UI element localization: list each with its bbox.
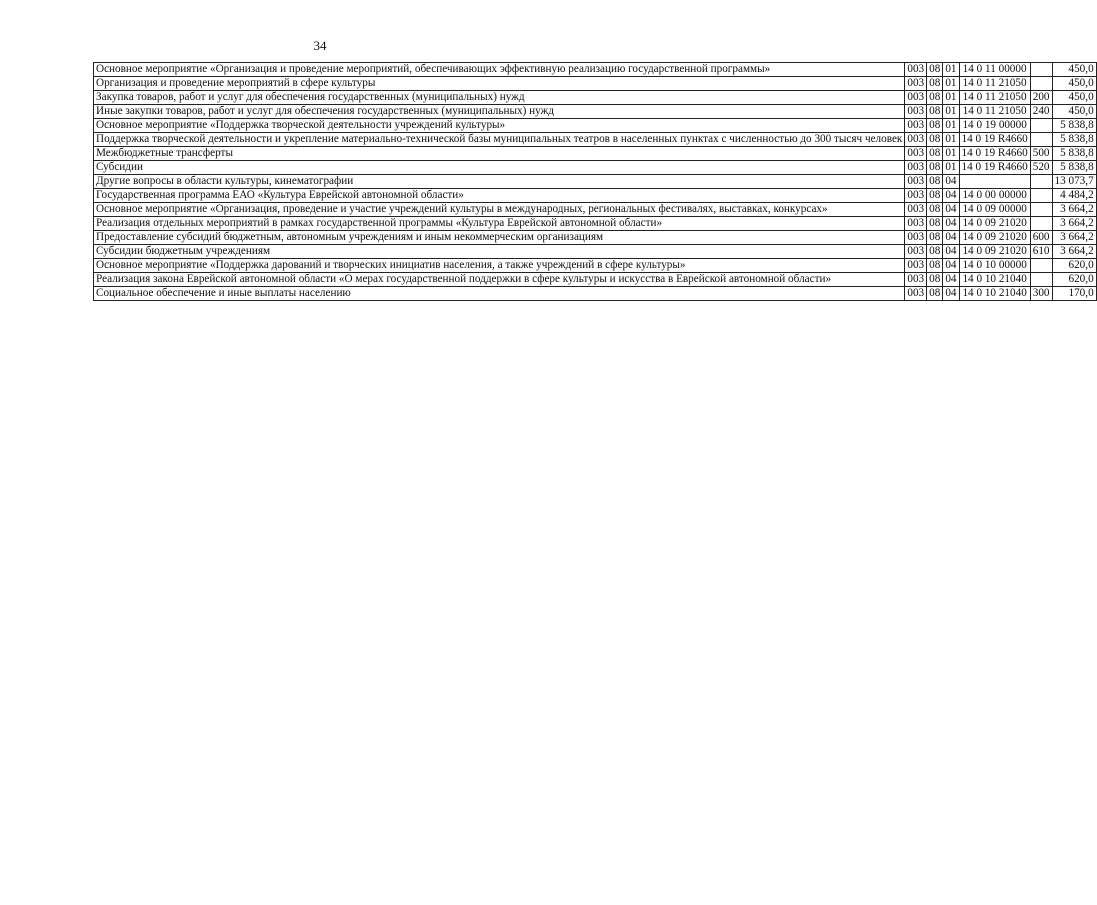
- row-gr-code-cell: 003: [905, 203, 927, 217]
- row-gr-code-cell: 003: [905, 175, 927, 189]
- row-gr-code-cell: 003: [905, 161, 927, 175]
- row-gr-code-cell: 003: [905, 217, 927, 231]
- row-target-article-cell: 14 0 11 21050: [959, 77, 1030, 91]
- row-section-cell: 08: [927, 203, 943, 217]
- row-name-cell: Основное мероприятие «Организация, проведение и участие учреждений культуры в международных, региональных фестивалях, выставках, конкурсах»: [94, 203, 905, 217]
- row-amount-cell: 3 664,2: [1052, 217, 1096, 231]
- row-subsection-cell: 04: [943, 203, 959, 217]
- table-row: [94, 133, 1097, 147]
- row-amount-cell: 450,0: [1052, 91, 1096, 105]
- row-subsection-cell: 04: [943, 273, 959, 287]
- row-name-cell: Реализация отдельных мероприятий в рамках государственной программы «Культура Еврейской автономной области»: [94, 217, 905, 231]
- row-expense-type-cell: [1030, 203, 1052, 217]
- row-section-cell: 08: [927, 245, 943, 259]
- table-row: [94, 203, 1097, 217]
- row-amount-cell: 3 664,2: [1052, 203, 1096, 217]
- row-expense-type-cell: 600: [1030, 231, 1052, 245]
- row-expense-type-cell: 240: [1030, 105, 1052, 119]
- row-section-cell: 08: [927, 91, 943, 105]
- row-gr-code-cell: 003: [905, 273, 927, 287]
- row-section-cell: 08: [927, 119, 943, 133]
- row-subsection-cell: 01: [943, 63, 959, 77]
- row-expense-type-cell: [1030, 189, 1052, 203]
- row-target-article-cell: 14 0 19 R4660: [959, 161, 1030, 175]
- page-number: 34: [313, 38, 327, 53]
- row-name-cell: Основное мероприятие «Поддержка дарований и творческих инициатив населения, а также учреждений в сфере культуры»: [94, 259, 905, 273]
- table-row: [94, 231, 1097, 245]
- table-row: [94, 245, 1097, 259]
- row-name-cell: Социальное обеспечение и иные выплаты населению: [94, 287, 905, 301]
- row-section-cell: 08: [927, 77, 943, 91]
- table-row: [94, 161, 1097, 175]
- row-amount-cell: 450,0: [1052, 77, 1096, 91]
- table-row: [94, 77, 1097, 91]
- row-amount-cell: 5 838,8: [1052, 119, 1096, 133]
- row-section-cell: 08: [927, 273, 943, 287]
- row-expense-type-cell: 610: [1030, 245, 1052, 259]
- row-gr-code-cell: 003: [905, 245, 927, 259]
- row-amount-cell: 5 838,8: [1052, 147, 1096, 161]
- row-subsection-cell: 01: [943, 161, 959, 175]
- row-target-article-cell: 14 0 11 21050: [959, 91, 1030, 105]
- table-row: [94, 259, 1097, 273]
- row-name-cell: Поддержка творческой деятельности и укрепление материально-технической базы муниципальных театров в населенных пунктах с численностью до 300 тысяч человек: [94, 133, 905, 147]
- row-target-article-cell: 14 0 09 21020: [959, 231, 1030, 245]
- row-expense-type-cell: [1030, 273, 1052, 287]
- row-section-cell: 08: [927, 105, 943, 119]
- row-gr-code-cell: 003: [905, 77, 927, 91]
- table-row: [94, 175, 1097, 189]
- row-expense-type-cell: [1030, 63, 1052, 77]
- row-target-article-cell: 14 0 09 00000: [959, 203, 1030, 217]
- row-subsection-cell: 01: [943, 133, 959, 147]
- row-name-cell: Государственная программа ЕАО «Культура Еврейской автономной области»: [94, 189, 905, 203]
- row-name-cell: Иные закупки товаров, работ и услуг для обеспечения государственных (муниципальных) нужд: [94, 105, 905, 119]
- row-subsection-cell: 04: [943, 175, 959, 189]
- row-subsection-cell: 04: [943, 189, 959, 203]
- row-section-cell: 08: [927, 231, 943, 245]
- row-name-cell: Другие вопросы в области культуры, кинематографии: [94, 175, 905, 189]
- row-amount-cell: 170,0: [1052, 287, 1096, 301]
- row-section-cell: 08: [927, 147, 943, 161]
- row-expense-type-cell: [1030, 119, 1052, 133]
- table-row: [94, 273, 1097, 287]
- row-target-article-cell: 14 0 00 00000: [959, 189, 1030, 203]
- row-target-article-cell: 14 0 10 00000: [959, 259, 1030, 273]
- row-target-article-cell: 14 0 19 R4660: [959, 133, 1030, 147]
- row-name-cell: Субсидии: [94, 161, 905, 175]
- row-target-article-cell: 14 0 10 21040: [959, 287, 1030, 301]
- row-subsection-cell: 01: [943, 91, 959, 105]
- row-name-cell: Реализация закона Еврейской автономной области «О мерах государственной поддержки в сфере культуры и искусства в Еврейской автономной области»: [94, 273, 905, 287]
- row-subsection-cell: 04: [943, 231, 959, 245]
- table-row: [94, 217, 1097, 231]
- row-gr-code-cell: 003: [905, 91, 927, 105]
- row-gr-code-cell: 003: [905, 133, 927, 147]
- row-amount-cell: 3 664,2: [1052, 231, 1096, 245]
- row-section-cell: 08: [927, 217, 943, 231]
- budget-table-body: [94, 63, 1097, 301]
- row-subsection-cell: 01: [943, 119, 959, 133]
- row-section-cell: 08: [927, 259, 943, 273]
- row-subsection-cell: 01: [943, 77, 959, 91]
- row-subsection-cell: 04: [943, 259, 959, 273]
- row-gr-code-cell: 003: [905, 63, 927, 77]
- row-expense-type-cell: 520: [1030, 161, 1052, 175]
- budget-table: [93, 62, 1097, 301]
- row-expense-type-cell: [1030, 175, 1052, 189]
- row-name-cell: Основное мероприятие «Поддержка творческой деятельности учреждений культуры»: [94, 119, 905, 133]
- table-row: [94, 105, 1097, 119]
- row-target-article-cell: 14 0 11 00000: [959, 63, 1030, 77]
- row-name-cell: Предоставление субсидий бюджетным, автономным учреждениям и иным некоммерческим организациям: [94, 231, 905, 245]
- row-gr-code-cell: 003: [905, 189, 927, 203]
- row-expense-type-cell: 200: [1030, 91, 1052, 105]
- row-amount-cell: 4 484,2: [1052, 189, 1096, 203]
- row-amount-cell: 450,0: [1052, 63, 1096, 77]
- table-row: [94, 119, 1097, 133]
- row-section-cell: 08: [927, 189, 943, 203]
- row-subsection-cell: 04: [943, 217, 959, 231]
- row-expense-type-cell: [1030, 259, 1052, 273]
- table-row: [94, 189, 1097, 203]
- row-expense-type-cell: [1030, 77, 1052, 91]
- row-target-article-cell: 14 0 19 R4660: [959, 147, 1030, 161]
- row-expense-type-cell: 300: [1030, 287, 1052, 301]
- row-target-article-cell: 14 0 19 00000: [959, 119, 1030, 133]
- row-name-cell: Основное мероприятие «Организация и проведение мероприятий, обеспечивающих эффективную реализацию государственной программы»: [94, 63, 905, 77]
- table-row: [94, 287, 1097, 301]
- row-target-article-cell: 14 0 11 21050: [959, 105, 1030, 119]
- row-subsection-cell: 04: [943, 287, 959, 301]
- row-subsection-cell: 04: [943, 245, 959, 259]
- row-amount-cell: 13 073,7: [1052, 175, 1096, 189]
- row-expense-type-cell: [1030, 133, 1052, 147]
- row-name-cell: Закупка товаров, работ и услуг для обеспечения государственных (муниципальных) нужд: [94, 91, 905, 105]
- row-expense-type-cell: 500: [1030, 147, 1052, 161]
- row-target-article-cell: [959, 175, 1030, 189]
- row-subsection-cell: 01: [943, 147, 959, 161]
- row-gr-code-cell: 003: [905, 287, 927, 301]
- row-amount-cell: 5 838,8: [1052, 133, 1096, 147]
- row-expense-type-cell: [1030, 217, 1052, 231]
- row-gr-code-cell: 003: [905, 119, 927, 133]
- row-section-cell: 08: [927, 287, 943, 301]
- row-section-cell: 08: [927, 133, 943, 147]
- row-name-cell: Межбюджетные трансферты: [94, 147, 905, 161]
- row-name-cell: Организация и проведение мероприятий в сфере культуры: [94, 77, 905, 91]
- row-name-cell: Субсидии бюджетным учреждениям: [94, 245, 905, 259]
- row-gr-code-cell: 003: [905, 259, 927, 273]
- table-row: [94, 91, 1097, 105]
- row-gr-code-cell: 003: [905, 147, 927, 161]
- row-section-cell: 08: [927, 161, 943, 175]
- row-amount-cell: 620,0: [1052, 273, 1096, 287]
- row-subsection-cell: 01: [943, 105, 959, 119]
- row-gr-code-cell: 003: [905, 231, 927, 245]
- table-row: [94, 63, 1097, 77]
- row-amount-cell: 620,0: [1052, 259, 1096, 273]
- row-amount-cell: 450,0: [1052, 105, 1096, 119]
- row-amount-cell: 5 838,8: [1052, 161, 1096, 175]
- row-target-article-cell: 14 0 10 21040: [959, 273, 1030, 287]
- row-amount-cell: 3 664,2: [1052, 245, 1096, 259]
- row-gr-code-cell: 003: [905, 105, 927, 119]
- row-section-cell: 08: [927, 175, 943, 189]
- row-target-article-cell: 14 0 09 21020: [959, 245, 1030, 259]
- table-row: [94, 147, 1097, 161]
- row-section-cell: 08: [927, 63, 943, 77]
- row-target-article-cell: 14 0 09 21020: [959, 217, 1030, 231]
